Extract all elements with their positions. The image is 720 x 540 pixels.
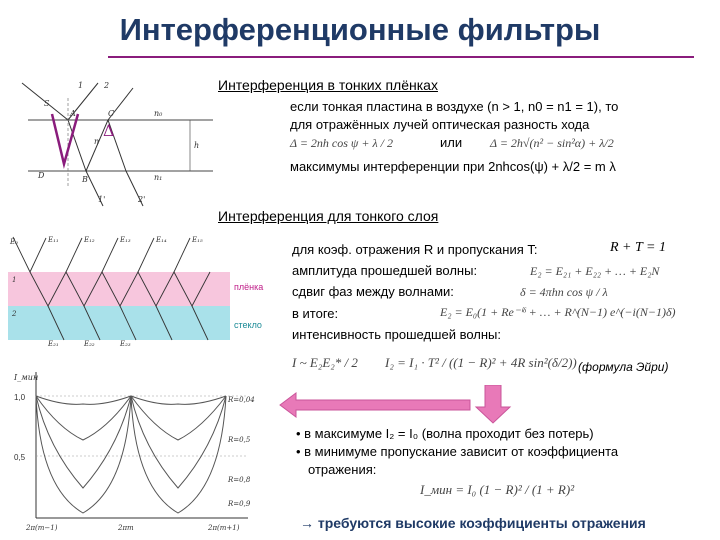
svg-text:E₂₃: E₂₃ (120, 340, 131, 348)
title-divider (108, 56, 694, 58)
svg-text:E₁₄: E₁₄ (156, 236, 167, 244)
section2-heading (218, 208, 438, 224)
arrow-down (476, 385, 510, 423)
ytick-05: 0,5 (14, 453, 26, 462)
curve-label-1: R=0,04 (228, 396, 255, 404)
glass-label: стекло (234, 320, 262, 330)
film-label: плёнка (234, 282, 264, 292)
curve-label-4: R=0,9 (228, 500, 251, 508)
curve-r08 (36, 396, 226, 488)
svg-text:1': 1' (98, 195, 106, 204)
svg-text:A: A (70, 109, 76, 118)
curve-label-3: R=0,8 (228, 476, 251, 484)
svg-text:2': 2' (138, 195, 146, 204)
xtick-1: 2π(m−1) (26, 524, 58, 532)
section2-heading-text: Интерференция для тонкого слоя (218, 208, 439, 224)
curve-label-2: R=0,5 (228, 436, 251, 444)
total-formula: E₂ = E₀(1 + Re⁻ⁱᵟ + … + R^(N−1) e^(−i(N−1)δ) (440, 305, 676, 319)
section1-heading-text: Интерференция в тонких плёнках (218, 77, 438, 93)
xtick-2: 2πm (118, 524, 134, 532)
svg-text:E₁₃: E₁₃ (120, 236, 131, 244)
delta-label: Δ (103, 121, 115, 140)
section1-line2: для отражённых лучей оптическая разность хода (290, 117, 590, 132)
or-word: или (440, 135, 463, 150)
conclusion: → требуются высокие коэффициенты отражения (300, 515, 646, 531)
coef-text: для коэф. отражения R и пропускания T: (292, 242, 538, 257)
formula-opd-b: Δ = 2h√(n² − sin²α) + λ/2 (490, 136, 614, 150)
transmission-graph (8, 368, 268, 534)
film-layer (8, 272, 230, 306)
svg-text:E₁₁: E₁₁ (48, 236, 59, 244)
bullet-max: • в максимуме I₂ = I₀ (волна проходит без потерь) (296, 426, 594, 441)
svg-text:n: n (94, 137, 100, 146)
ytick-1: 1,0 (14, 393, 26, 402)
amp-text: амплитуда прошедшей волны: (292, 263, 478, 278)
glass-layer (8, 306, 230, 340)
svg-text:D: D (38, 171, 45, 180)
section1-heading (218, 77, 438, 93)
bullet-min-cont: отражения: (308, 462, 377, 477)
svg-text:E₂₂: E₂₂ (84, 340, 95, 348)
section1-line1: если тонкая пластина в воздухе (n > 1, n0 = n1 = 1), то (290, 99, 619, 114)
total-text: в итоге: (292, 306, 339, 321)
svg-text:C: C (108, 109, 115, 118)
intensity-text: интенсивность прошедшей волны: (292, 327, 501, 342)
arrows (270, 385, 570, 425)
svg-text:2: 2 (12, 310, 17, 318)
svg-text:2: 2 (104, 81, 110, 90)
svg-text:B: B (82, 175, 88, 184)
coef-formula: R + T = 1 (610, 240, 666, 255)
phase-text: сдвиг фаз между волнами: (292, 284, 454, 299)
svg-text:n₁: n₁ (154, 173, 163, 182)
phase-formula: δ = 4πhn cos ψ / λ (520, 285, 608, 299)
thin-film-diagram (8, 78, 218, 208)
svg-text:1: 1 (12, 276, 17, 284)
amp-formula: E₂ = E₂₁ + E₂₂ + … + E₂N (530, 264, 660, 278)
curve-r09 (36, 396, 226, 513)
xtick-3: 2π(m+1) (208, 524, 240, 532)
maxima-condition: максимумы интерференции при 2nhcos(ψ) + λ/2 = m λ (290, 159, 616, 174)
bullet-min: • в минимуме пропускание зависит от коэффициента (296, 444, 619, 459)
graph-ylabel: I_мин (14, 373, 39, 382)
page-title: Интерференционные фильтры (119, 12, 601, 47)
intensity-formula-left: I ~ E₂E₂* / 2 (292, 355, 358, 370)
svg-text:E₂₁: E₂₁ (48, 340, 59, 348)
intensity-formula-right: I₂ = I₁ · T² / ((1 − R)² + 4R sin²(δ/2)) (385, 355, 577, 370)
svg-text:h: h (194, 141, 200, 150)
min-formula: I_мин = I₀ (1 − R)² / (1 + R)² (420, 482, 575, 497)
multilayer-diagram (8, 232, 230, 350)
svg-text:E₀: E₀ (10, 238, 18, 246)
svg-text:E₁₂: E₁₂ (84, 236, 95, 244)
arrow-left (280, 393, 470, 417)
svg-text:E₁₅: E₁₅ (192, 236, 203, 244)
svg-text:n₀: n₀ (154, 109, 163, 118)
airy-label: (формула Эйри) (578, 360, 669, 374)
svg-text:S: S (44, 99, 50, 108)
svg-text:1: 1 (78, 81, 84, 90)
formula-opd-a: Δ = 2nh cos ψ + λ / 2 (290, 136, 394, 150)
